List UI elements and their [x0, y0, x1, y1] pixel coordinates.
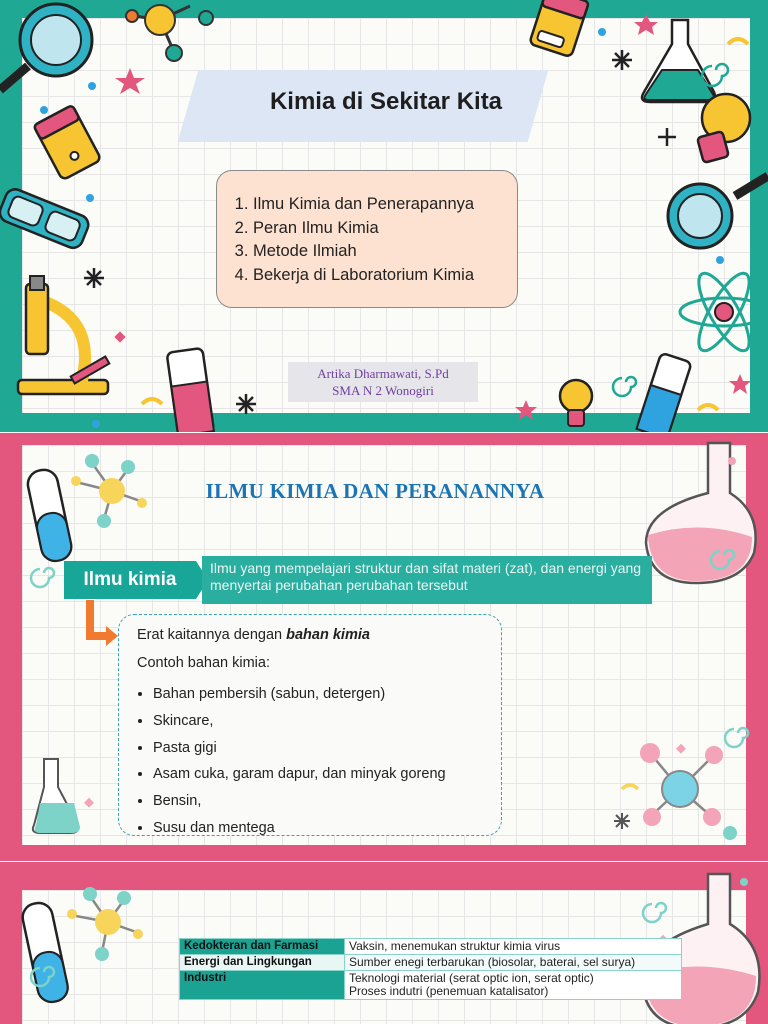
- list-item: • Asam cuka, garam dapur, dan minyak goreng: [153, 761, 446, 788]
- definition-box: Ilmu yang mempelajari struktur dan sifat materi (zat), dan energi yang menyertai perubahan perubahan tersebut: [202, 556, 652, 604]
- table-of-contents: [216, 170, 518, 308]
- connector-arrow-horizontal: [86, 632, 108, 640]
- battery-icon: [529, 0, 589, 57]
- field-cell: Kedokteran dan Farmasi: [180, 939, 345, 955]
- list-item: • Skincare,: [153, 708, 446, 735]
- detail-line: Proses indutri (penemuan katalisator): [349, 984, 549, 998]
- table-row: [180, 955, 682, 971]
- magnifier-icon: [668, 176, 768, 248]
- author-school: SMA N 2 Wonogiri: [332, 383, 434, 398]
- magnifier-icon: [0, 4, 92, 90]
- examples-box: [118, 614, 502, 836]
- goggles-icon: [0, 186, 91, 250]
- detail-cell: [345, 971, 682, 1000]
- slide-title-text: Kimia di Sekitar Kita: [269, 88, 503, 115]
- related-prefix: Erat kaitannya dengan: [137, 627, 287, 643]
- test-tube-icon: [637, 353, 692, 432]
- detail-line: Teknologi material (serat optic ion, serat optic): [349, 971, 594, 985]
- section-heading: ILMU KIMIA DAN PERANANNYA: [205, 479, 545, 503]
- list-item: • Pasta gigi: [153, 735, 446, 762]
- detail-cell: Sumber enegi terbarukan (biosolar, baterai, sel surya): [345, 955, 682, 971]
- field-cell: Energi dan Lingkungan: [180, 955, 345, 971]
- toc-item: 2. Peran Ilmu Kimia: [253, 217, 517, 241]
- arrow-head-icon: [106, 626, 118, 646]
- lightbulb-icon: [697, 94, 750, 163]
- slide-title: [0, 0, 768, 432]
- test-tube-icon: [20, 900, 70, 1004]
- author-box: [288, 362, 478, 402]
- lightbulb-icon: [560, 380, 592, 426]
- detail-cell: Vaksin, menemukan struktur kimia virus: [345, 939, 682, 955]
- examples-list: [119, 681, 446, 842]
- author-name: Artika Dharmawati, S.Pd: [317, 366, 449, 381]
- table-row: [180, 971, 682, 1000]
- examples-label: Contoh bahan kimia:: [137, 655, 270, 671]
- sparkle-icon: [614, 813, 630, 829]
- molecule-icon: [640, 743, 737, 840]
- flask-icon: [646, 443, 756, 583]
- flask-icon: [33, 759, 80, 833]
- list-item: • Bahan pembersih (sabun, detergen): [153, 681, 446, 708]
- battery-icon: [33, 105, 101, 180]
- test-tube-icon: [25, 467, 73, 563]
- molecule-icon: [67, 887, 143, 961]
- table-row: [180, 939, 682, 955]
- toc-item: 4. Bekerja di Laboratorium Kimia: [253, 264, 517, 288]
- atom-icon: [680, 267, 768, 357]
- toc-list: [217, 171, 517, 287]
- molecule-icon: [126, 5, 213, 61]
- toc-item: 3. Metode Ilmiah: [253, 240, 517, 264]
- related-emphasis: bahan kimia: [286, 627, 370, 643]
- list-item: • Susu dan mentega: [153, 815, 446, 842]
- microscope-icon: [18, 276, 109, 394]
- related-text: [137, 627, 370, 643]
- toc-item: 1. Ilmu Kimia dan Penerapannya: [253, 193, 517, 217]
- term-label: Ilmu kimia: [64, 561, 196, 599]
- field-cell: Industri: [180, 971, 345, 1000]
- list-item: • Bensin,: [153, 788, 446, 815]
- applications-table: [179, 938, 682, 1000]
